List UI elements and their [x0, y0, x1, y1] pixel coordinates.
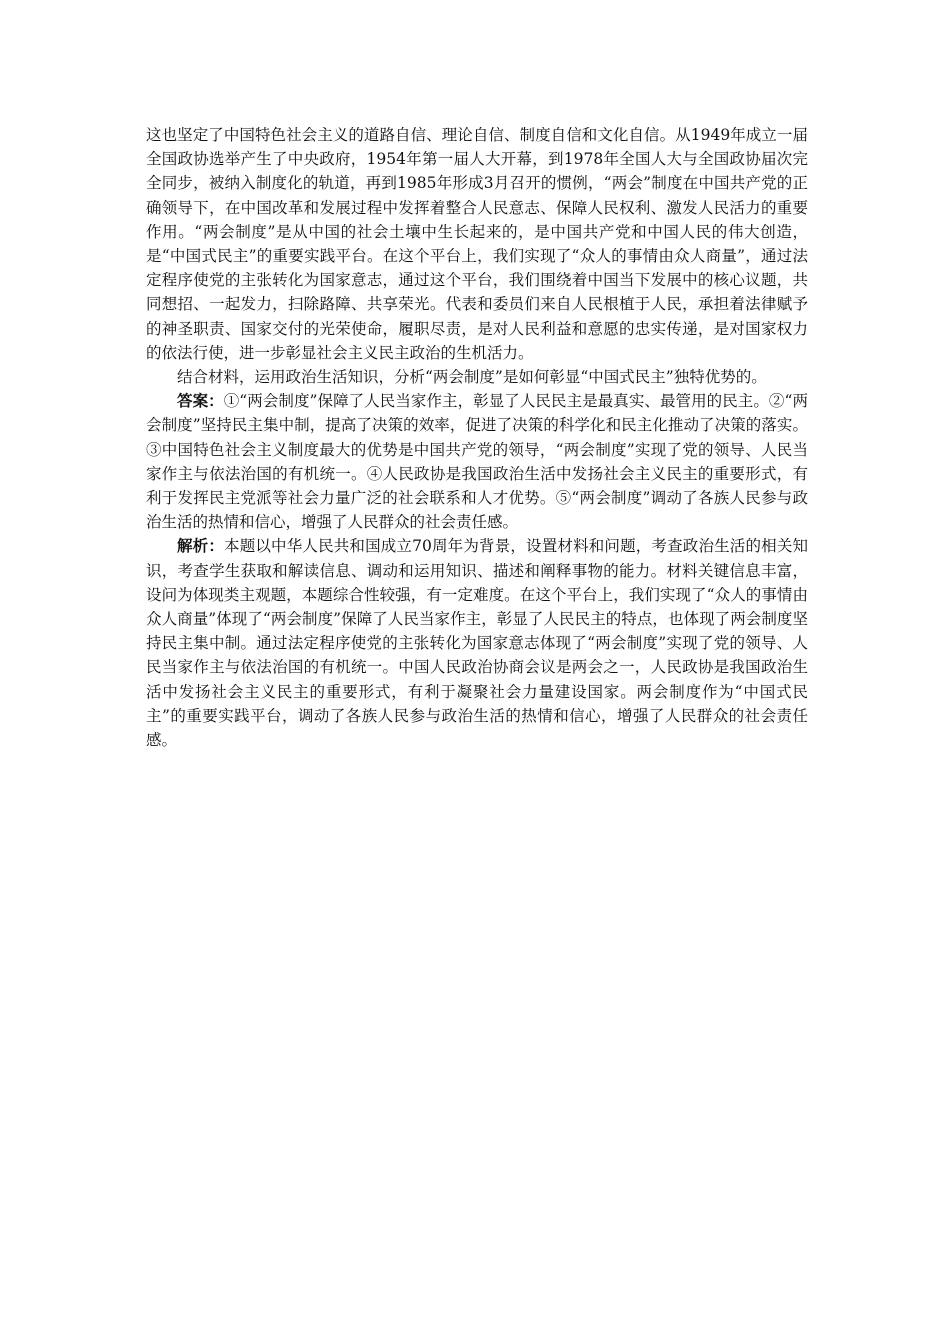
- answer-label: 答案：: [177, 391, 224, 411]
- material-paragraph: 这也坚定了中国特色社会主义的道路自信、理论自信、制度自信和文化自信。从1949年成立一届全国政协选举产生了中央政府，1954年第一届人大开幕，到1978年全国人大与全国政协届次完全同步，被纳入制度化的轨道，再到1985年形成3月召开的惯例，“两会”制度在中国共产党的正确领导下，在中国改革和发展过程中发挥着整合人民意志、保障人民权利、激发人民活力的重要作用。“两会制度”是从中国的社会土壤中生长起来的，是中国共产党和中国人民的伟大创造，是“中国式民主”的重要实践平台。在这个平台上，我们实现了“众人的事情由众人商量”，通过法定程序使党的主张转化为国家意志，通过这个平台，我们围绕着中国当下发展中的核心议题，共同想招、一起发力，扫除路障、共享荣光。代表和委员们来自人民根植于人民，承担着法律赋予的神圣职责、国家交付的光荣使命，履职尽责，是对人民利益和意愿的忠实传递，是对国家权力的依法行使，进一步彰显社会主义民主政治的生机活力。: [146, 126, 808, 362]
- document-body: [146, 123, 808, 752]
- analysis-label: 解析：: [177, 536, 225, 556]
- answer-text: ①“两会制度”保障了人民当家作主，彰显了人民民主是最真实、最管用的民主。②“两会制度”坚持民主集中制，提高了决策的效率，促进了决策的科学化和民主化推动了决策的落实。③中国特色社会主义制度最大的优势是中国共产党的领导，“两会制度”实现了党的领导、人民当家作主与依法治国的有机统一。④人民政协是我国政治生活中发扬社会主义民主的重要形式，有利于发挥民主党派等社会力量广泛的社会联系和人才优势。⑤“两会制度”调动了各族人民参与政治生活的热情和信心，增强了人民群众的社会责任感。: [146, 392, 808, 532]
- answer-paragraph: [146, 389, 808, 534]
- question-paragraph: 结合材料，运用政治生活知识，分析“两会制度”是如何彰显“中国式民主”独特优势的。: [177, 368, 767, 387]
- analysis-text: 本题以中华人民共和国成立70周年为背景，设置材料和问题，考查政治生活的相关知识，考查学生获取和解读信息、调动和运用知识、描述和阐释事物的能力。材料关键信息丰富，设问为体现类主观题，本题综合性较强，有一定难度。在这个平台上，我们实现了“众人的事情由众人商量”体现了“两会制度”保障了人民当家作主，彰显了人民民主的特点，也体现了两会制度坚持民主集中制。通过法定程序使党的主张转化为国家意志体现了“两会制度”实现了党的领导、人民当家作主与依法治国的有机统一。中国人民政治协商会议是两会之一，人民政协是我国政治生活中发扬社会主义民主的重要形式，有利于凝聚社会力量建设国家。两会制度作为“中国式民主”的重要实践平台，调动了各族人民参与政治生活的热情和信心，增强了人民群众的社会责任感。: [146, 537, 808, 750]
- analysis-paragraph: [146, 534, 808, 752]
